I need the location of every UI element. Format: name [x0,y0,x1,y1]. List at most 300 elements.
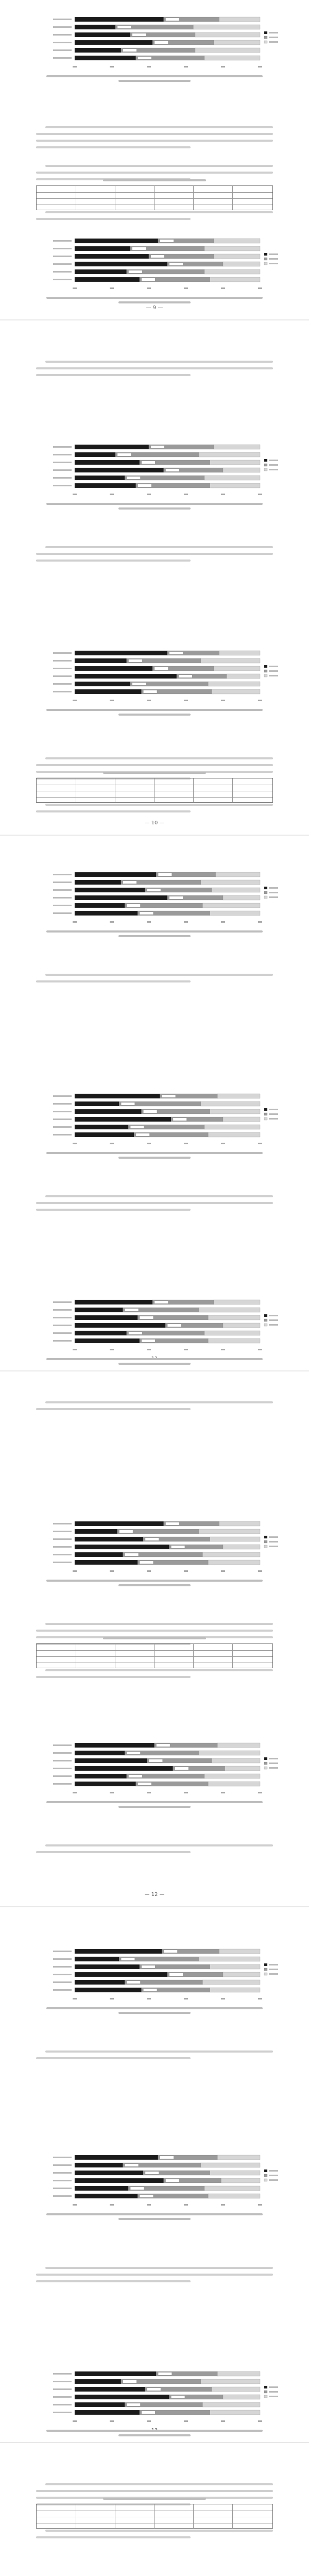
category-label [53,42,72,43]
text-line [36,1209,191,1211]
bar-segment [75,483,136,488]
bar-segment [75,1774,127,1778]
data-label [173,1118,186,1121]
bar-segment [212,689,260,694]
bar-segment [75,1972,167,1977]
bar-segment [210,460,260,465]
bar-segment [75,2387,145,2392]
x-tick-label [110,921,114,923]
x-tick-label [184,66,188,67]
legend-swatch [264,1540,267,1543]
bar-segment [217,2371,260,2376]
x-tick-label [258,494,262,495]
legend-label [269,2170,278,2172]
legend-swatch [264,2179,267,2181]
legend-label [269,2175,278,2176]
data-label [164,1950,177,1953]
text-line [36,1202,273,1204]
bar-segment [75,2402,125,2407]
legend-swatch [264,2174,267,2177]
x-tick-label [73,2204,77,2206]
x-tick-label [184,2420,188,2422]
x-tick-label [221,66,225,67]
bar-segment [202,1552,260,1557]
stacked-bar-chart [46,1520,263,1575]
category-label [53,2180,72,2181]
text-line [36,1630,273,1632]
data-label [158,873,171,876]
legend-label [269,1109,278,1110]
legend-swatch [264,2386,267,2388]
bar-segment [75,1315,138,1320]
category-label [53,889,72,891]
bar-segment [75,1308,123,1312]
data-label [140,1316,153,1319]
x-tick-label [184,494,188,495]
data-label [149,1759,162,1762]
x-tick-label [73,1570,77,1572]
data-label [129,1332,142,1334]
bar-segment [208,2194,260,2198]
figure-caption [46,1152,263,1154]
x-tick-label [73,287,77,289]
legend-label [269,2179,278,2181]
legend-label [269,469,278,470]
legend-label [269,1762,278,1764]
text-line [45,546,273,548]
category-label [53,454,72,455]
data-label [157,1744,170,1747]
figure-caption [118,80,191,82]
category-label [53,49,72,51]
x-tick-label [110,66,114,67]
text-line [45,1401,273,1403]
legend-label [269,1319,278,1321]
page-number: — 10 — [144,820,165,826]
bar-segment [75,666,152,671]
bar-segment [208,682,260,686]
x-tick-label [110,494,114,495]
x-tick-label [147,921,151,923]
data-label [123,881,136,884]
legend-label [269,1541,278,1543]
data-label [132,247,146,250]
data-label [125,1309,139,1311]
data-label [147,2388,161,2391]
bar-segment [75,1560,138,1565]
bar-segment [219,1949,260,1954]
bar-segment [75,262,167,266]
bar-segment [75,895,167,900]
text-line [45,1623,273,1625]
data-label [127,477,140,479]
data-label [132,33,146,36]
bar-segment [75,880,121,885]
figure-caption [118,1363,191,1365]
bar-segment [75,1132,134,1137]
bar-segment [75,452,115,457]
x-tick-label [73,1349,77,1350]
x-tick-label [73,1998,77,1999]
bar-segment [75,254,149,259]
legend-swatch [264,31,267,34]
bar-segment [199,1957,260,1961]
text-line [36,146,191,148]
category-label [53,683,72,685]
text-line [36,764,273,766]
x-tick-label [258,66,262,67]
legend-swatch [264,468,267,471]
bar-segment [204,1774,260,1778]
data-label [127,2403,140,2406]
category-label [53,2396,72,2398]
category-label [53,1325,72,1326]
x-tick-label [147,700,151,701]
bar-segment [210,483,260,488]
text-line [45,2050,273,2053]
x-tick-label [147,1349,151,1350]
text-line [36,1851,191,1853]
data-label [142,1965,155,1968]
category-label [53,2373,72,2375]
text-line [45,1844,273,1846]
x-tick-label [221,1998,225,1999]
table-row-line [37,192,272,193]
x-tick-label [221,1570,225,1572]
figure-caption [118,935,191,937]
bar-segment [223,1117,260,1122]
legend-label [269,2396,278,2397]
text-line [45,126,273,128]
legend-swatch [264,1314,267,1317]
category-label [53,1317,72,1318]
chart-svg [46,2154,263,2209]
legend-label [269,2391,278,2393]
data-label [130,1126,144,1128]
bar-segment [75,658,127,663]
bar-segment [208,1315,260,1320]
bar-segment [75,1545,169,1549]
category-label [53,1103,72,1105]
legend-swatch [264,258,267,260]
data-label [166,18,179,21]
category-label [53,675,72,677]
category-label [53,1340,72,1342]
data-label [154,1301,168,1303]
bar-segment [199,1529,260,1534]
data-label [166,469,179,471]
bar-segment [199,1308,260,1312]
chart-svg [46,443,263,499]
table-col-line [232,778,233,802]
category-label [53,2164,72,2166]
text-line [36,133,273,135]
legend-label [269,1324,278,1326]
bar-segment [204,56,260,60]
data-label [130,2187,144,2190]
bar-segment [223,262,260,266]
category-label [53,1523,72,1524]
legend-label [269,1964,278,1965]
text-line [36,810,191,812]
x-tick-label [258,700,262,701]
legend-swatch [264,1319,267,1321]
bar-segment [214,1300,260,1304]
bar-segment [75,48,121,53]
text-line [36,2274,273,2276]
stacked-bar-chart [46,649,263,705]
category-label [53,1775,72,1777]
data-label [129,659,142,662]
chart-svg [46,15,263,71]
bar-segment [212,1758,260,1763]
bar-segment [210,1964,260,1969]
x-tick-label [221,287,225,289]
table-col-line [232,186,233,210]
legend-label [269,464,278,466]
x-tick-label [184,1792,188,1793]
bar-segment [75,1949,162,1954]
bar-segment [204,246,260,251]
bar-segment [75,911,138,916]
data-label [167,1324,181,1327]
bar-segment [195,32,260,37]
data-label [160,2156,174,2159]
category-label [53,1309,72,1311]
category-label [53,1332,72,1334]
bar-segment [201,2163,260,2167]
category-label [53,240,72,242]
x-tick-label [110,2420,114,2422]
x-tick-label [258,1792,262,1793]
bar-segment [75,25,115,29]
bar-segment [75,1988,142,1992]
x-tick-label [258,1349,262,1350]
legend-label [269,675,278,676]
legend-swatch [264,262,267,265]
data-label [127,1981,140,1984]
page-separator [0,835,309,836]
bar-segment [75,1964,140,1969]
data-label [142,2411,155,2414]
table-col-line [193,186,194,210]
legend-label [269,1767,278,1769]
stacked-bar-chart [46,1741,263,1797]
x-tick-label [184,287,188,289]
category-label [53,2172,72,2174]
legend-label [269,460,278,461]
bar-segment [75,277,140,282]
bar-segment [217,1743,260,1748]
category-label [53,2404,72,2405]
text-line [45,757,273,759]
data-label [158,2372,171,2375]
text-line [36,2490,273,2492]
legend-label [269,1758,278,1759]
x-tick-label [147,1143,151,1144]
text-line [45,2530,273,2532]
data-label [145,2172,159,2174]
category-label [53,477,72,479]
x-tick-label [147,2204,151,2206]
bar-segment [225,1766,260,1771]
x-tick-label [221,494,225,495]
bar-segment [201,2379,260,2384]
chart-svg [46,1947,263,2003]
chart-svg [46,871,263,926]
category-label [53,485,72,486]
data-label [140,1561,153,1564]
bar-segment [75,872,156,877]
category-label [53,2381,72,2382]
x-tick-label [147,2420,151,2422]
x-tick-label [258,1143,262,1144]
bar-segment [75,2163,123,2167]
category-label [53,1989,72,1991]
data-label [132,683,146,685]
bar-segment [214,40,260,45]
data-label [154,667,168,670]
bar-segment [75,1331,127,1335]
data-label [179,675,192,677]
bar-segment [75,2186,128,2191]
legend-swatch [264,1757,267,1760]
text-line [45,2267,273,2269]
text-line [45,1669,273,1671]
bar-segment [75,1758,147,1763]
data-label [140,2195,153,2197]
bar-segment [75,1109,142,1114]
category-label [53,1554,72,1555]
legend-swatch [264,891,267,894]
bar-segment [223,468,260,472]
bar-segment [75,269,127,274]
bar-segment [75,17,164,22]
chart-svg [46,1741,263,1797]
data-label [169,652,183,654]
bar-segment [195,48,260,53]
legend-label [269,896,278,898]
chart-svg [46,1298,263,1354]
x-tick-label [258,1570,262,1572]
page-separator [0,319,309,320]
bar-segment [208,1338,260,1343]
legend-label [269,2386,278,2388]
data-label [145,1538,159,1540]
text-line [36,553,273,555]
figure-caption [46,2213,263,2215]
bar-segment [204,1125,260,1129]
figure-caption [118,1157,191,1159]
bar-segment [201,880,260,885]
x-tick-label [221,1792,225,1793]
figure-caption [46,709,263,711]
data-label [154,41,168,44]
x-tick-label [147,66,151,67]
bar-segment [223,1545,260,1549]
stacked-bar-chart [46,1298,263,1354]
data-label [160,240,174,242]
bar-segment [212,2387,260,2392]
bar-segment [75,1529,117,1534]
data-label [127,904,140,907]
bar-segment [75,445,149,449]
bar-segment [75,2171,143,2175]
data-label [144,1110,157,1113]
text-line [36,172,273,174]
text-line [45,1195,273,1197]
x-tick-label [73,494,77,495]
table-row-line [37,198,272,199]
x-tick-label [110,1792,114,1793]
text-line [45,2483,273,2485]
table-caption [103,179,206,181]
figure-caption [118,2434,191,2436]
category-label [53,1546,72,1548]
x-tick-label [110,2204,114,2206]
bar-segment [75,2379,121,2384]
data-label [175,1767,188,1770]
chart-svg [46,1092,263,1148]
bar-segment [75,1766,173,1771]
category-label [53,1744,72,1746]
bar-segment [210,1988,260,1992]
chart-svg [46,237,263,293]
legend-swatch [264,896,267,899]
bar-segment [210,911,260,916]
category-label [53,2195,72,2197]
legend-swatch [264,1108,267,1111]
x-tick-label [73,700,77,701]
bar-segment [212,888,260,892]
data-label [138,1783,151,1785]
category-label [53,652,72,654]
data-label [117,453,131,456]
page-separator [0,1906,309,1907]
stacked-bar-chart [46,1947,263,2003]
x-tick-label [258,921,262,923]
bar-segment [227,674,260,679]
bar-segment [75,2410,140,2415]
category-label [53,1562,72,1563]
text-line [36,1408,191,1410]
category-label [53,271,72,273]
legend-swatch [264,1545,267,1548]
data-table [36,778,273,803]
text-line [45,211,273,213]
bar-segment [75,682,130,686]
data-table [36,1643,273,1668]
bar-segment [219,1521,260,1526]
bar-segment [208,1560,260,1565]
category-label [53,2157,72,2158]
legend-label [269,670,278,672]
text-line [36,367,273,369]
category-label [53,874,72,875]
bar-segment [75,239,158,243]
table-col-line [232,1644,233,1668]
bar-segment [201,658,260,663]
data-label [136,1133,149,1136]
category-label [53,1538,72,1540]
category-label [53,469,72,471]
x-tick-label [73,1143,77,1144]
bar-segment [223,2395,260,2399]
page-number: — 12 — [144,1892,165,1897]
x-tick-label [147,494,151,495]
bar-segment [75,689,142,694]
legend-label [269,1113,278,1115]
